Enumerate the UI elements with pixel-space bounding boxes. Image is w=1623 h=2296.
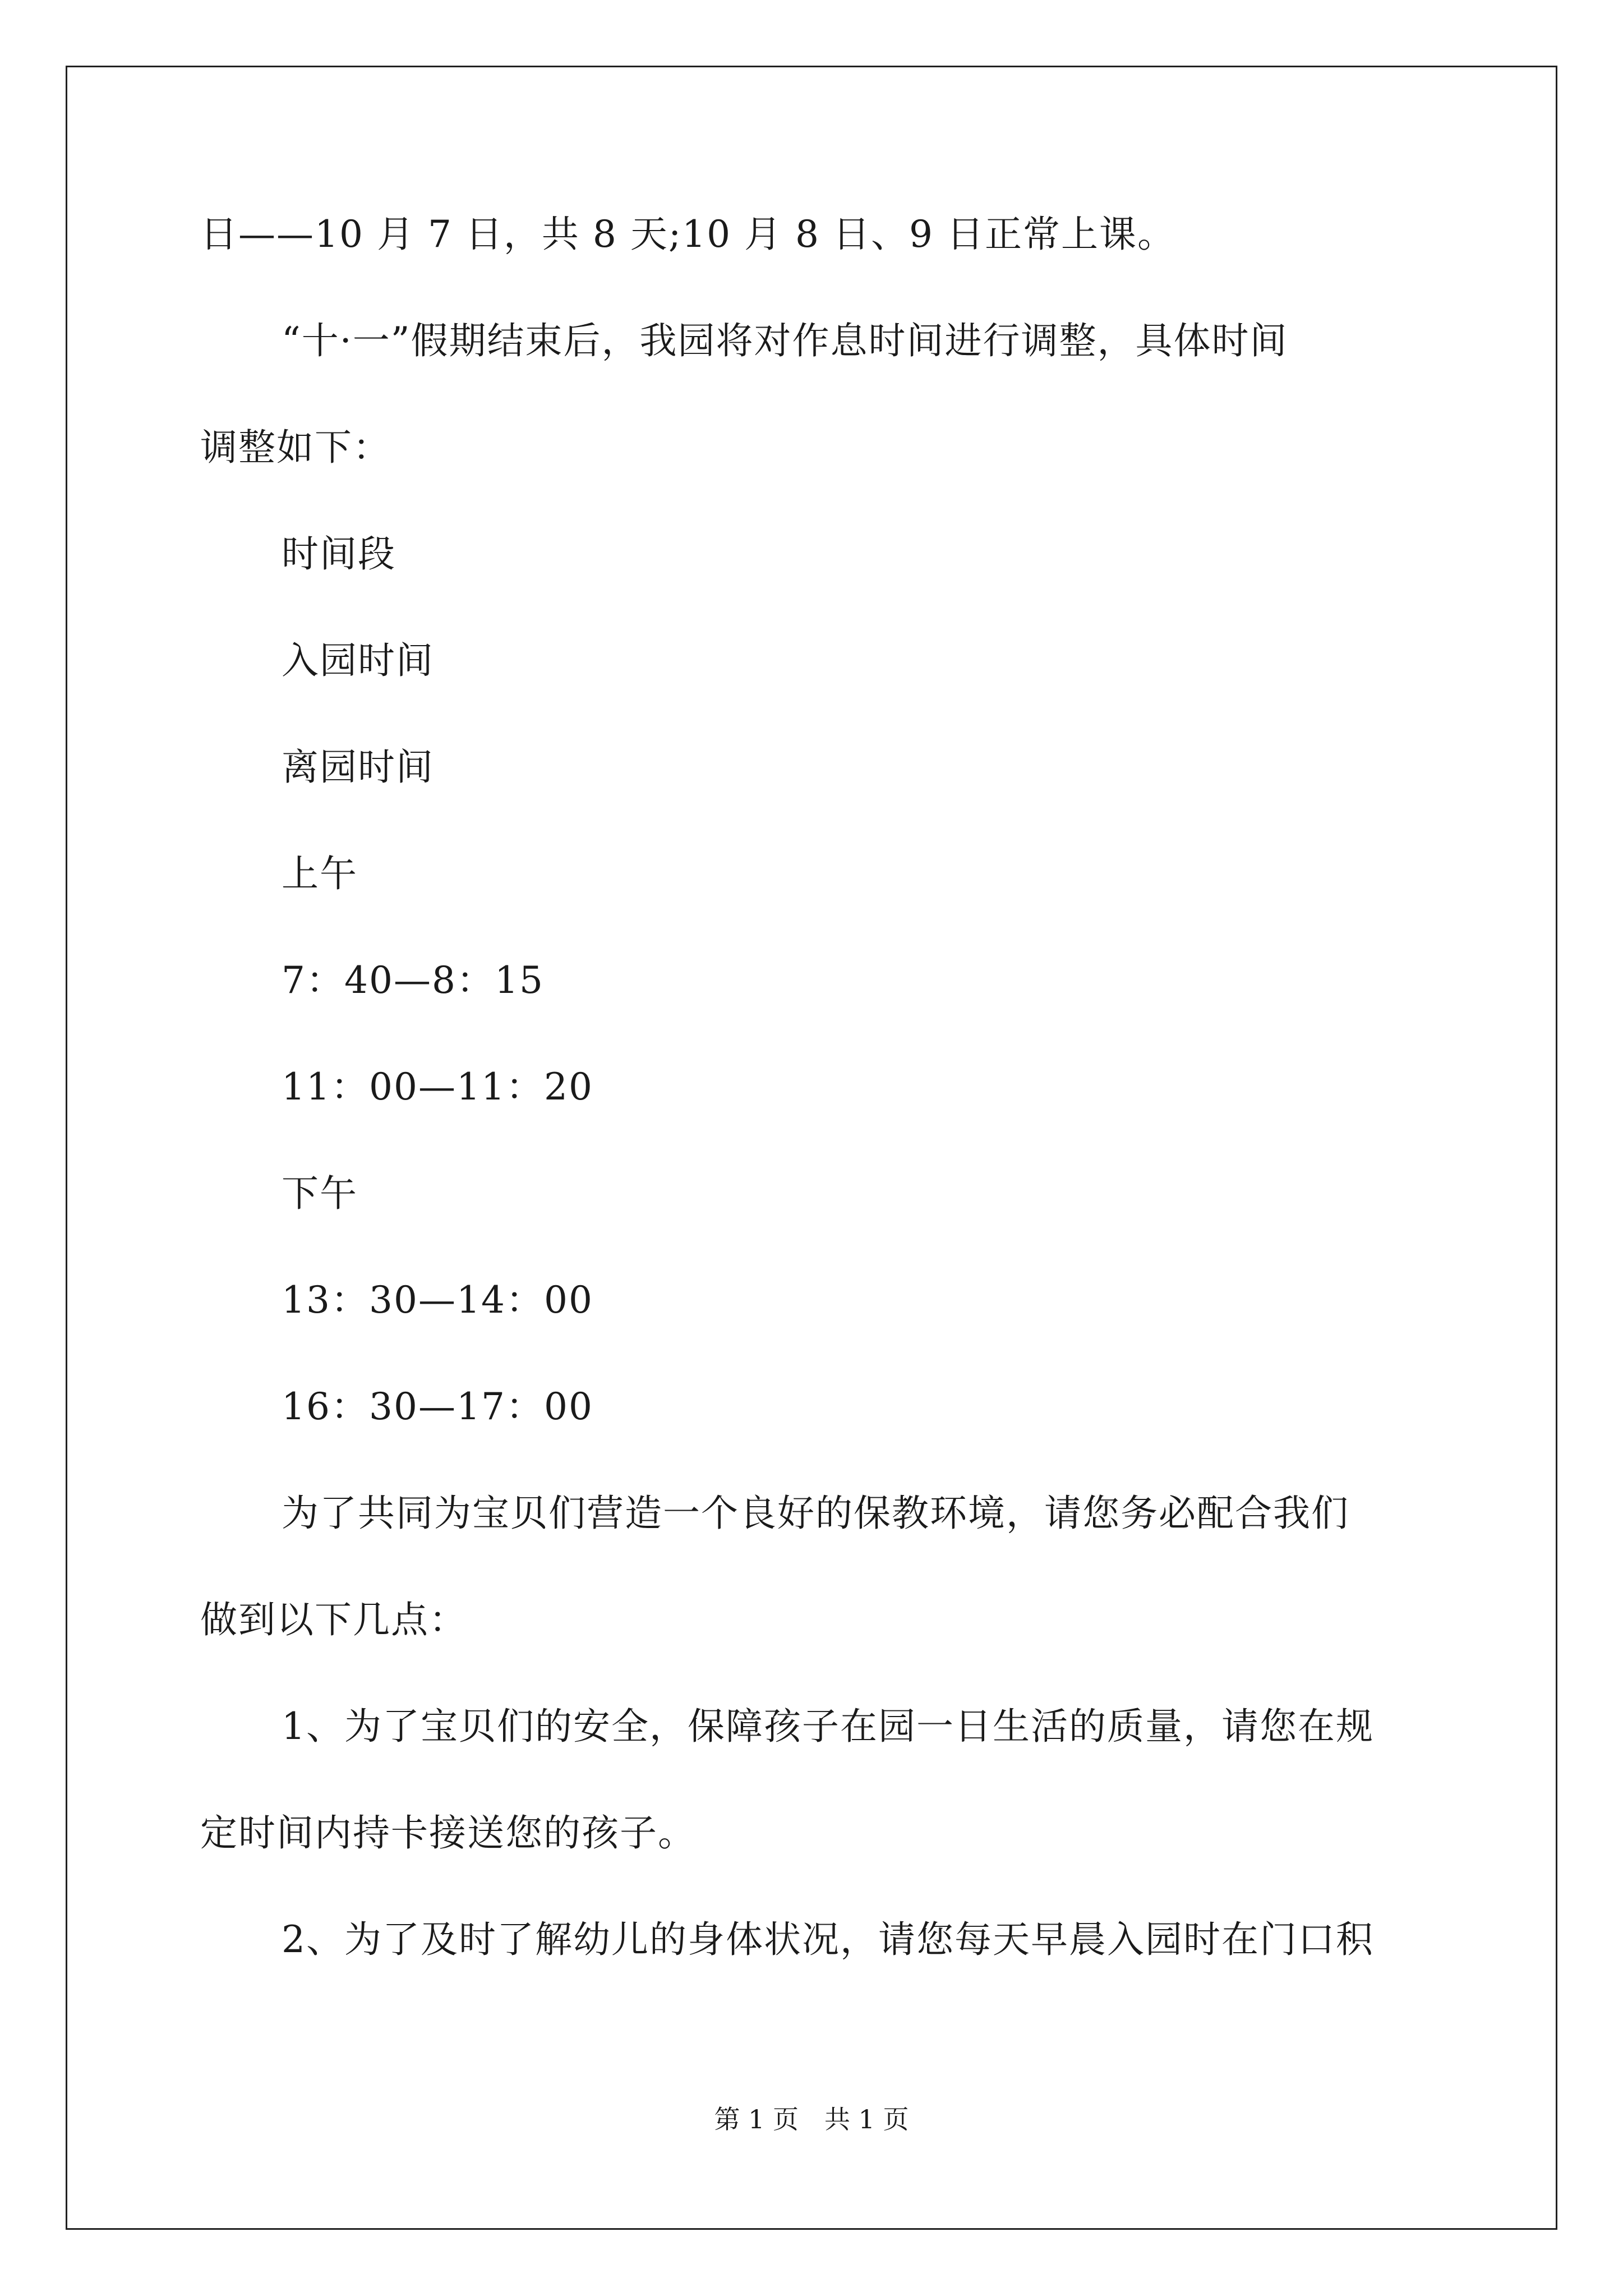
paragraph-line: 1、为了宝贝们的安全，保障孩子在园一日生活的质量，请您在规 <box>282 1705 1374 1748</box>
paragraph-line: 日——10 月 7 日，共 8 天;10 月 8 日、9 日正常上课。 <box>200 213 1175 256</box>
table-cell-text: 11：00—11：20 <box>282 1065 593 1108</box>
table-cell-text: 入园时间 <box>282 639 434 682</box>
table-cell-text: 13：30—14：00 <box>282 1278 593 1322</box>
paragraph-line: 2、为了及时了解幼儿的身体状况，请您每天早晨入园时在门口积 <box>282 1918 1374 1961</box>
table-cell-text: 7：40—8：15 <box>282 959 544 1002</box>
table-cell-text: 下午 <box>282 1172 358 1215</box>
paragraph-line: 做到以下几点： <box>200 1598 467 1641</box>
table-cell-text: 16：30—17：00 <box>282 1385 593 1428</box>
paragraph-line: 定时间内持卡接送您的孩子。 <box>200 1811 696 1855</box>
paragraph-line: 为了共同为宝贝们营造一个良好的保教环境，请您务必配合我们 <box>282 1492 1349 1535</box>
table-cell-text: 时间段 <box>282 532 396 576</box>
page-border <box>66 66 1557 2230</box>
page-footer: 第 1 页 共 1 页 <box>714 2104 909 2134</box>
paragraph-line: “十·一”假期结束后，我园将对作息时间进行调整，具体时间 <box>282 319 1288 362</box>
table-cell-text: 上午 <box>282 852 358 895</box>
table-cell-text: 离园时间 <box>282 746 434 789</box>
paragraph-line: 调整如下： <box>200 426 391 469</box>
